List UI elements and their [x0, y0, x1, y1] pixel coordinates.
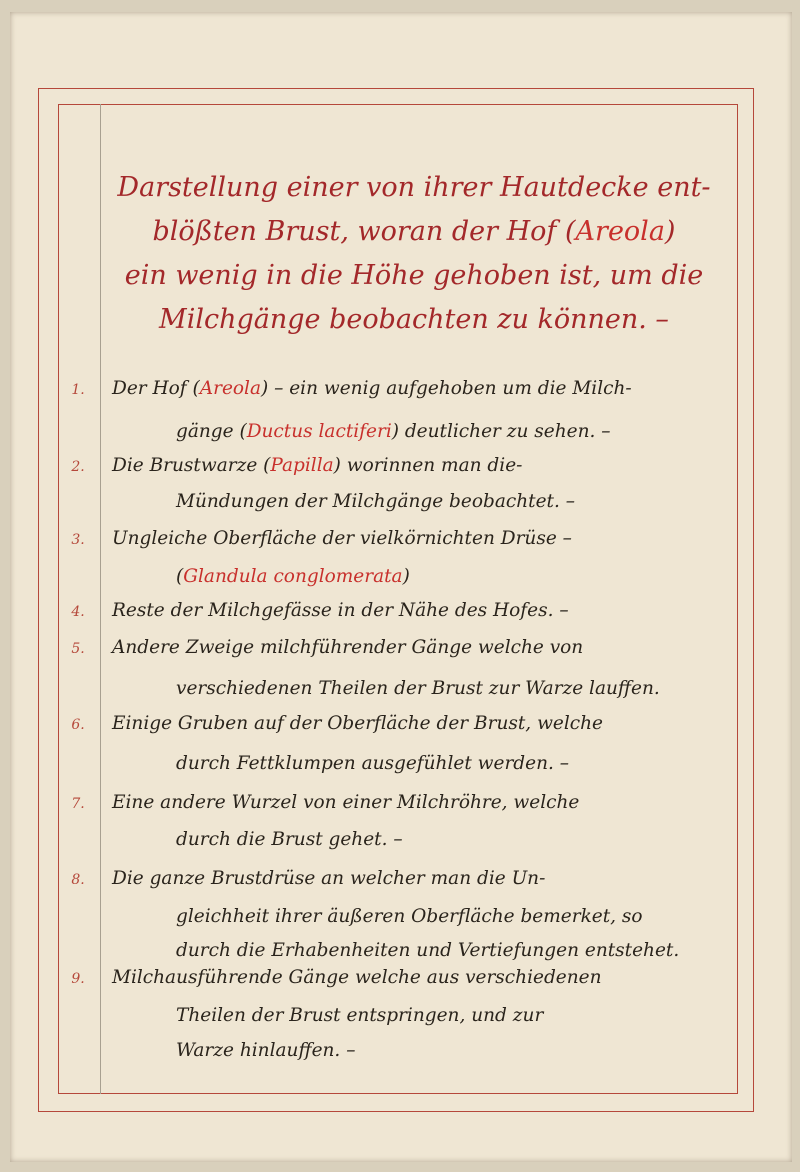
title-line-2	[108, 210, 720, 254]
entry-text: Reste der Milchgefässe in der Nähe des Hofes. –	[112, 600, 569, 621]
entry-line	[112, 600, 569, 621]
entry-number: 4.	[71, 604, 85, 620]
latin-term: Areola	[199, 378, 261, 399]
entry-text: durch Fettklumpen ausgefühlet werden. –	[176, 753, 569, 774]
entry-number: 2.	[71, 459, 85, 475]
title-line-3: ein wenig in die Höhe gehoben ist, um die	[124, 260, 704, 291]
entry-text: Die ganze Brustdrüse an welcher man die Un-	[112, 868, 546, 889]
entry-number: 6.	[71, 717, 85, 733]
entry-text: Theilen der Brust entspringen, und zur	[176, 1005, 544, 1026]
entry-text-end: )	[402, 566, 410, 587]
entry-text: durch die Erhabenheiten und Vertiefungen entstehet.	[176, 940, 680, 961]
latin-term: Papilla	[270, 455, 334, 476]
entry-line	[176, 940, 679, 961]
title-line-2-end: )	[664, 216, 676, 247]
entry-line	[176, 753, 569, 774]
title-line-1: Darstellung einer von ihrer Hautdecke ent-	[117, 172, 711, 203]
page-title	[108, 166, 720, 342]
entry-line	[176, 678, 660, 699]
entry-line	[112, 792, 579, 813]
entry-line	[176, 1005, 543, 1026]
entry-number: 3.	[71, 532, 85, 548]
entry-line	[112, 637, 583, 658]
entry-text: (	[176, 566, 184, 587]
entry-line	[176, 906, 643, 927]
entry-line	[112, 967, 602, 988]
entry-text: Einige Gruben auf der Oberfläche der Brust, welche	[112, 713, 603, 734]
entry-number: 8.	[71, 872, 85, 888]
entry-text: Ungleiche Oberfläche der vielkörnichten Drüse –	[112, 528, 572, 549]
title-line-4: Milchgänge beobachten zu können. –	[159, 304, 669, 335]
entry-line	[176, 491, 575, 512]
entry-text: Eine andere Wurzel von einer Milchröhre, welche	[112, 792, 580, 813]
entry-text: Milchausführende Gänge welche aus verschiedenen	[112, 967, 602, 988]
entry-number: 7.	[71, 796, 85, 812]
entry-number: 9.	[71, 971, 85, 987]
entry-line	[112, 868, 545, 889]
latin-term: Ductus lactiferi	[246, 421, 392, 442]
entry-text: gänge (	[176, 421, 247, 442]
margin-rule	[100, 104, 101, 1094]
entry-line	[112, 528, 572, 549]
entry-text-end: ) worinnen man die-	[333, 455, 523, 476]
entry-number: 5.	[71, 641, 85, 657]
entry-text: Andere Zweige milchführender Gänge welche von	[112, 637, 584, 658]
entry-line	[112, 455, 522, 476]
entry-text: gleichheit ihrer äußeren Oberfläche bemerket, so	[176, 906, 643, 927]
entry-text-end: ) – ein wenig aufgehoben um die Milch-	[260, 378, 632, 399]
entry-text-end: ) deutlicher zu sehen. –	[391, 421, 611, 442]
entry-line	[176, 566, 410, 587]
entry-number: 1.	[71, 382, 85, 398]
entry-text: Warze hinlauffen. –	[176, 1040, 356, 1061]
entry-text: Der Hof (	[112, 378, 200, 399]
entry-text: Die Brustwarze (	[112, 455, 271, 476]
title-latin-term: Areola	[575, 216, 665, 247]
entry-line	[176, 421, 611, 442]
entry-line	[176, 829, 403, 850]
entry-text: Mündungen der Milchgänge beobachtet. –	[176, 491, 575, 512]
entry-text: verschiedenen Theilen der Brust zur Warze lauffen.	[176, 678, 660, 699]
latin-term: Glandula conglomerata	[183, 566, 403, 587]
entry-text: durch die Brust gehet. –	[176, 829, 403, 850]
entry-line	[112, 713, 603, 734]
title-line-2-text: blößten Brust, woran der Hof (	[152, 216, 576, 247]
entry-line	[112, 378, 632, 399]
entry-line	[176, 1040, 355, 1061]
